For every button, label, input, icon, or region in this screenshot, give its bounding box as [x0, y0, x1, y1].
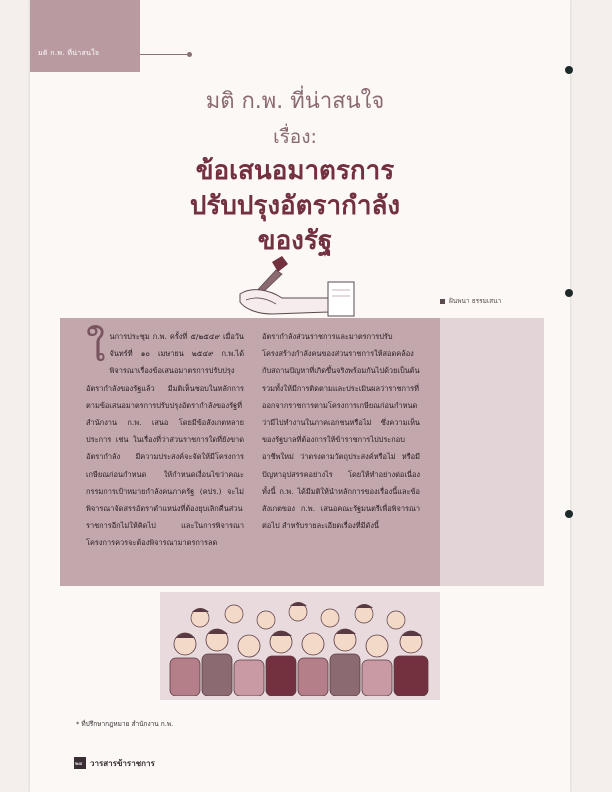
page-number: ๒๗	[75, 761, 83, 767]
crowd-illustration	[168, 598, 432, 696]
title-block	[150, 88, 440, 259]
footnote: * ที่ปรึกษากฎหมาย สำนักงาน ก.พ.	[76, 720, 174, 728]
title-main-2: ปรับปรุงอัตรากำลัง	[189, 191, 401, 221]
header-dot	[187, 52, 192, 57]
body-column-left	[86, 325, 244, 552]
binder-hole-bottom	[565, 510, 573, 518]
journal-name: วารสารข้าราชการ	[90, 759, 155, 768]
drop-cap: ใ	[86, 325, 106, 371]
body-side-panel	[440, 318, 544, 586]
title-main-1: ข้อเสนอมาตรการ	[195, 156, 395, 186]
section-tab	[30, 0, 140, 72]
title-line1: มติ ก.พ. ที่น่าสนใจ	[205, 89, 385, 114]
author-line	[440, 296, 564, 306]
author-bullet	[440, 299, 445, 304]
body-left-text: นการประชุม ก.พ. ครั้งที่ ๕/๒๕๔๙ เมื่อวันจันทร์ที่ ๑๐ เมษายน ๒๕๔๙ ก.พ.ได้พิจารณาเรื่องข้อเสนอมาตรการปรับปรุงอัตรากำลังของรัฐแล้ว มีมติเห็นชอบในหลักการตามข้อเสนอมาตรการปรับปรุงอัตรากำลังของรัฐที่สำนักงาน ก.พ. เสนอ โดยมีข้อสังเกตหลายประการ เช่น ในเรื่องที่ว่าส่วนราชการใดที่ยังขาดอัตรากำลัง มีความประสงค์จะจัดให้มีโครงการเกษียณก่อนกำหนด ให้กำหนดเงื่อนไขว่าคณะกรรมการเป้าหมายกำลังคนภาครัฐ (คปร.) จะไม่พิจารณาจัดสรรอัตราตำแหน่งที่ต้องยุบเลิกคืนส่วนราชการอีกไม่ให้คิดไป และในการพิจารณาโครงการควรจะต้องพิจารณามาตรการลด	[86, 332, 244, 548]
body-column-right: อัตรากำลังส่วนราชการและมาตรการปรับโครงสร้างกำลังคนของส่วนราชการให้สอดคล้องกับสถานปัญหาที่เกิดขึ้นจริงพร้อมกันไปด้วยเป็นต้น รวมทั้งให้มีการติดตามและประเมินผลว่าราชการที่ออกจากราชการตามโครงการเกษียณก่อนกำหนดว่ามีไปทำงานในภาคเอกชนหรือไม่ ซึ่งความเห็นของรัฐบาลที่ต้องการให้ข้าราชการไปประกอบอาชีพใหม่ ว่าตรงตามวัตถุประสงค์หรือไม่ หรือมีปัญหาอุปสรรคอย่างไร โดยให้ทำอย่างต่อเนื่องทั้งนี้ ก.พ. ได้มีมติให้นำหลักการของเรื่องนี้และข้อสังเกตของ ก.พ. เสนอคณะรัฐมนตรีเพื่อพิจารณาต่อไป สำหรับรายละเอียดเรื่องที่มีดังนี้	[262, 332, 420, 531]
title-line2: เรื่อง:	[273, 126, 317, 148]
header-rule	[140, 54, 188, 55]
author-name: ฝันพนา ธรรมเสนา	[449, 297, 502, 305]
title-main-3: ของรัฐ	[257, 226, 333, 256]
hand-writing-illustration	[232, 252, 362, 322]
binder-hole-top	[565, 66, 573, 74]
binder-hole-middle	[565, 289, 573, 297]
section-label: มติ ก.พ. ที่น่าสนใจ	[38, 49, 100, 57]
